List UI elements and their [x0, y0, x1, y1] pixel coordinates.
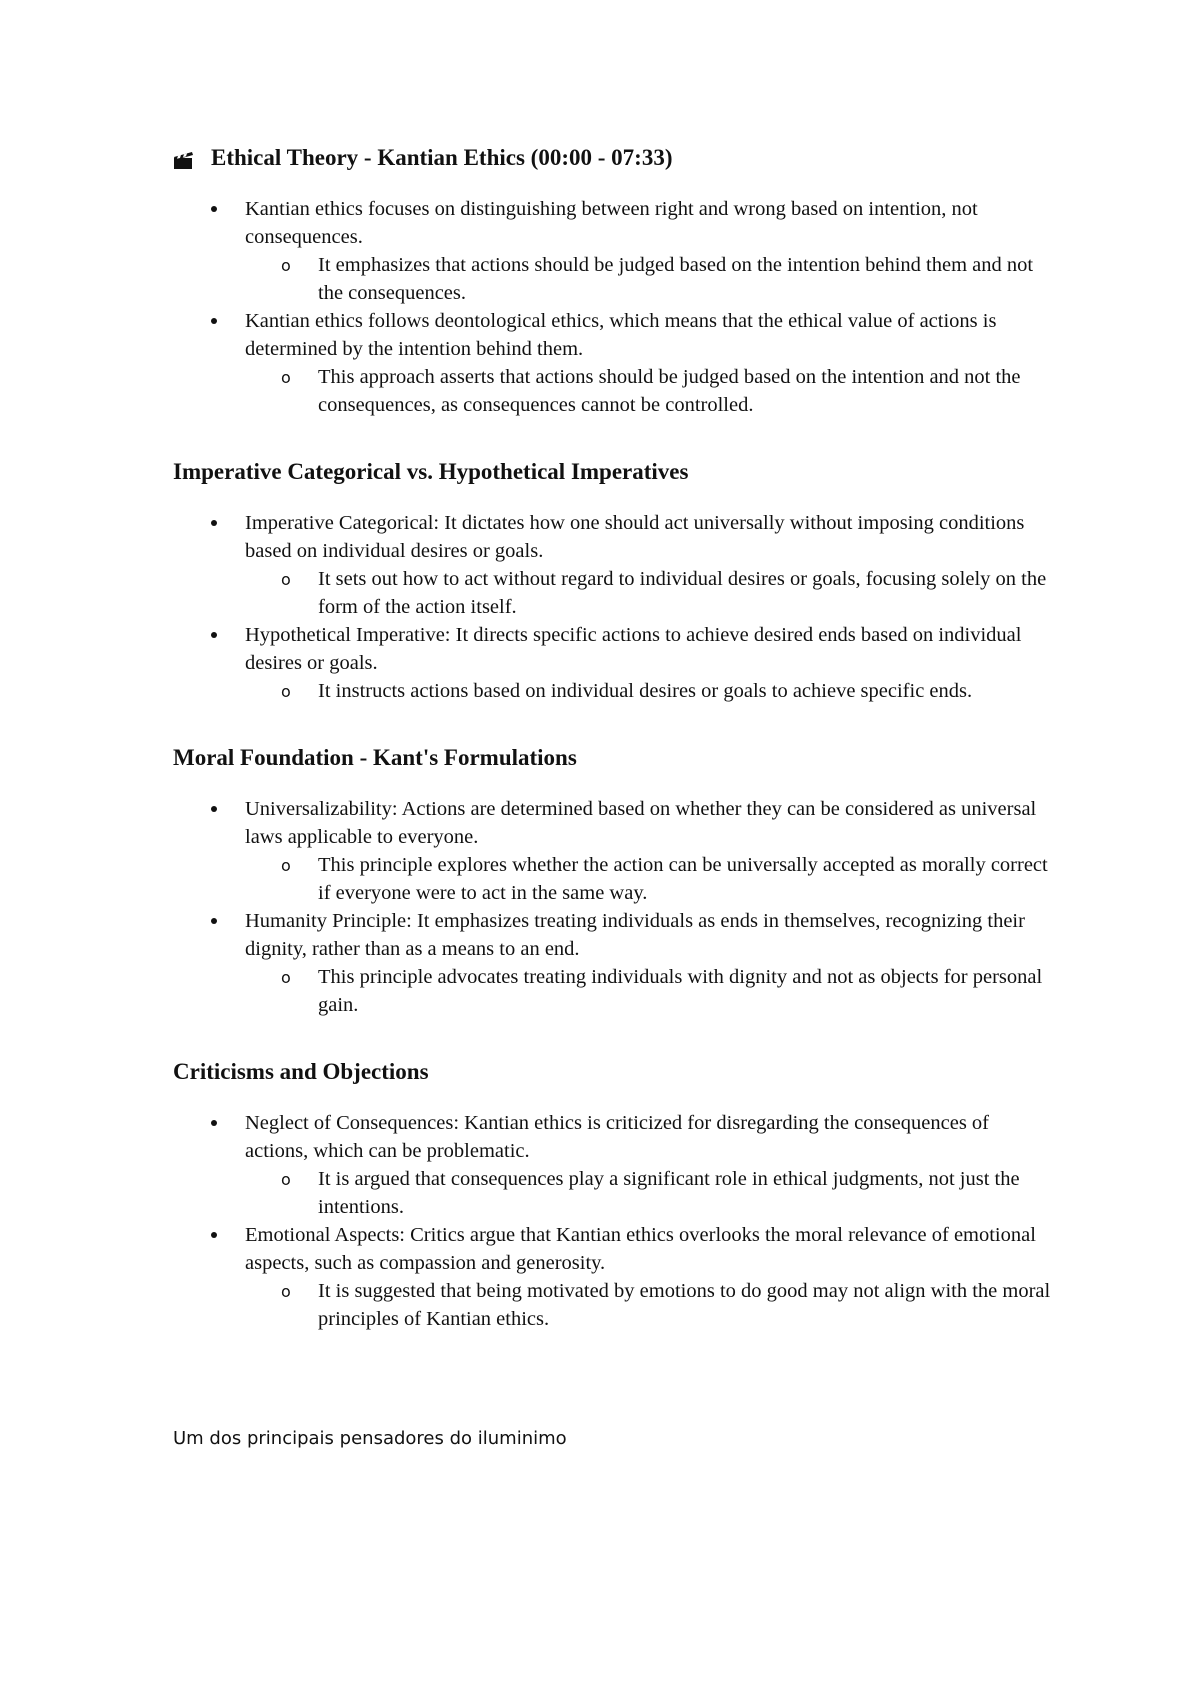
list-item: Neglect of Consequences: Kantian ethics is criticized for disregarding the consequences of actions, which can be problematic.: [173, 1109, 1053, 1165]
section-heading: [173, 143, 1053, 173]
list-item: Kantian ethics follows deontological ethics, which means that the ethical value of actions is determined by the intention behind them.: [173, 307, 1053, 363]
section-moral-foundation: [173, 743, 1053, 1019]
sub-list-item: o It is suggested that being motivated by emotions to do good may not align with the moral principles of Kantian ethics.: [281, 1280, 1051, 1330]
bullet-list: [173, 1109, 1053, 1333]
list-item: Kantian ethics focuses on distinguishing between right and wrong based on intention, not consequences.: [173, 195, 1053, 251]
sub-list-item: o It is argued that consequences play a significant role in ethical judgments, not just the intentions.: [281, 1168, 1020, 1218]
bullet-list: [173, 195, 1053, 419]
bullet-list: [173, 795, 1053, 1019]
section-criticisms: [173, 1057, 1053, 1333]
list-item: Humanity Principle: It emphasizes treating individuals as ends in themselves, recognizing their dignity, rather than as a means to an end.: [173, 907, 1053, 963]
list-item: Imperative Categorical: It dictates how one should act universally without imposing conditions based on individual desires or goals.: [173, 509, 1053, 565]
section-heading: Criticisms and Objections: [173, 1059, 429, 1084]
sub-list-item: o This principle explores whether the action can be universally accepted as morally correct if everyone were to act in the same way.: [281, 854, 1048, 904]
section-ethical-theory: [173, 143, 1053, 419]
section-heading: Imperative Categorical vs. Hypothetical Imperatives: [173, 459, 689, 484]
clapperboard-icon: [173, 148, 195, 168]
sub-list-item: o It sets out how to act without regard to individual desires or goals, focusing solely on the form of the action itself.: [281, 568, 1047, 618]
bullet-list: [173, 509, 1053, 705]
list-item: Emotional Aspects: Critics argue that Kantian ethics overlooks the moral relevance of emotional aspects, such as compassion and generosity.: [173, 1221, 1053, 1277]
list-item: Hypothetical Imperative: It directs specific actions to achieve desired ends based on individual desires or goals.: [173, 621, 1053, 677]
sub-list-item: o It emphasizes that actions should be judged based on the intention behind them and not the consequences.: [281, 254, 1034, 304]
section-heading: Moral Foundation - Kant's Formulations: [173, 745, 577, 770]
sub-list-item: o It instructs actions based on individual desires or goals to achieve specific ends.: [281, 680, 973, 702]
section-heading-text: Ethical Theory - Kantian Ethics (00:00 - 07:33): [211, 145, 673, 170]
list-item: Universalizability: Actions are determined based on whether they can be considered as universal laws applicable to everyone.: [173, 795, 1053, 851]
sub-list-item: o This principle advocates treating individuals with dignity and not as objects for personal gain.: [281, 966, 1043, 1016]
sub-list-item: o This approach asserts that actions should be judged based on the intention and not the consequences, as consequences cannot be controlled.: [281, 366, 1021, 416]
document-content: [173, 143, 1053, 1371]
section-imperatives: [173, 457, 1053, 705]
footer-note: Um dos principais pensadores do iluminimo: [173, 1428, 567, 1449]
